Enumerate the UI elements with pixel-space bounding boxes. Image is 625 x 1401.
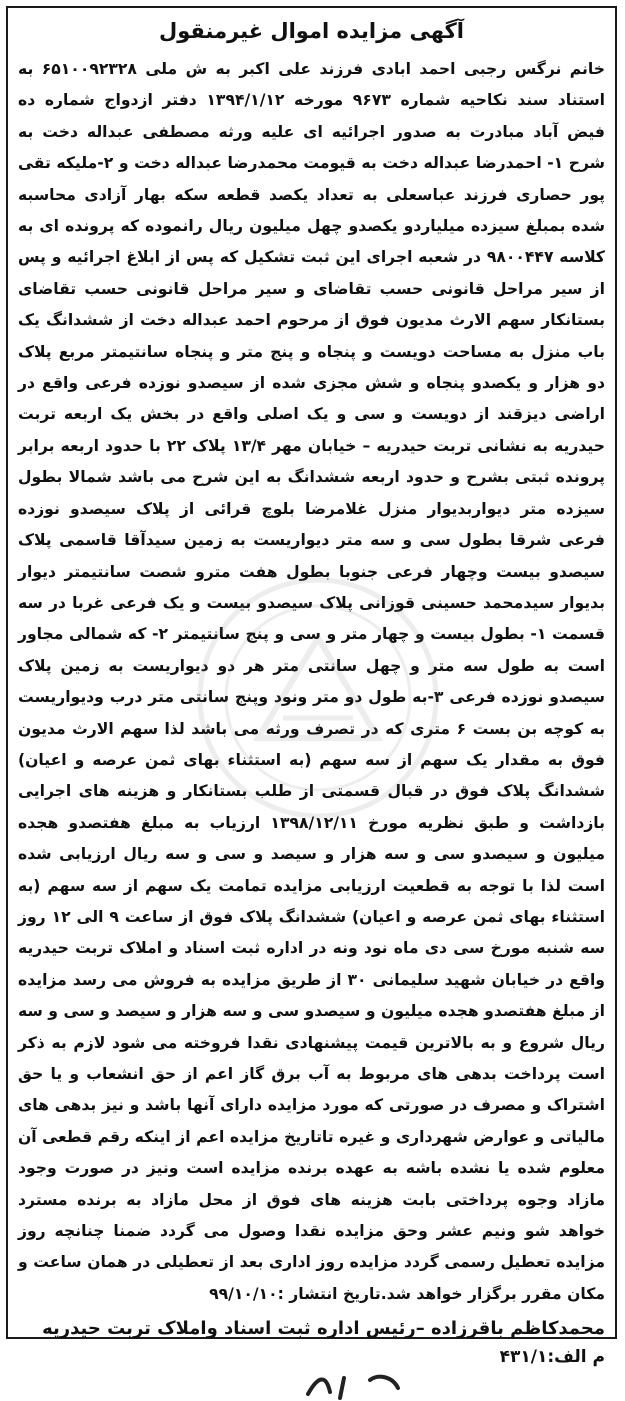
handwritten-pen-mark-icon: [300, 1370, 410, 1400]
notice-title: آگهی مزایده اموال غیرمنقول: [159, 19, 464, 43]
notice-reference-number: م الف:۴۳۱/۱: [499, 1347, 605, 1368]
notice-body: خانم نرگس رجبی احمد ابادی فرزند علی اکبر به ش ملی ۶۵۱۰۰۹۲۳۲۸ به استناد سند نکاحیه شماره ۹۶۷۳ مورخه ۱۳۹۴/۱/۱۲ دفتر ازدواج شماره ده فیض آباد مبادرت به صدور اجرائیه ای علیه ورثه مصطفی عبداله دخت به شرح ۱- احمدرضا عبداله دخت به قیومت محمدرضا عبداله دخت و ۲-ملیکه تقی پور حصاری فرزند عباسعلی به تعداد یکصد قطعه سکه بهار آزادی محاسبه شده بمبلغ سیزده میلیاردو یکصدو چهل میلیون ریال رانموده که پرونده ای به کلاسه ۹۸۰۰۴۴۷ در شعبه اجرای این ثبت تشکیل که پس از ابلاغ اجرائیه و پس از سیر مراحل قانونی حسب تقاضای و سیر مراحل قانونی حسب تقاضای بستانکار سهم الارث مدیون فوق از مرحوم احمد عبداله دخت از ششدانگ یک باب منزل به مساحت دویست و پنجاه و پنج متر و پنجاه سانتیمتر مربع پلاک دو هزار و یکصدو پنجاه و شش مجزی شده از سیصدو نوزده فرعی واقع در اراضی دیزقند از دویست و سی و یک اصلی واقع در بخش یک اربعه تربت حیدریه به نشانی تربت حیدریه – خیابان مهر ۱۳/۴ پلاک ۲۲ با حدود اربعه برابر پرونده ثبتی بشرح و حدود اربعه ششدانگ به این شرح می باشد شمالا بطول سیزده متر دیواربدیوار منزل غلامرضا بلوچ قرائی از پلاک سیصدو نوزده فرعی شرقا بطول سی و سه متر دیواریست به زمین سیدآقا قاسمی پلاک سیصدو بیست وچهار فرعی جنوبا بطول هفت مترو شصت سانتیمتر دیوار بدیوار سیدمحمد حسینی قوزانی پلاک سیصدو بیست و یک فرعی غربا در سه قسمت ۱- بطول بیست و چهار متر و سی و پنج سانتیمتر ۲- که شمالی مجاور است به طول سه متر و چهل سانتی متر هر دو دیواریست به زمین پلاک سیصدو نوزده فرعی ۳-به طول دو متر ونود وپنج سانتی متر درب ودیواریست به کوچه بن بست ۶ متری که در تصرف ورثه می باشد لذا سهم الارث مدیون فوق به مقدار یک سهم از سه سهم (به استثناء بهای ثمن عرصه و اعیان) ششدانگ پلاک فوق در قبال قسمتی از طلب بستانکار و هزینه های اجرایی بازداشت و طبق نظریه مورخ ۱۳۹۸/۱۲/۱۱ ارزیاب به مبلغ هفتصدو هجده میلیون و سیصدو سی و سه هزار و سیصد و سی و سه ریال ارزیابی شده است لذا با توجه به قطعیت ارزیابی مزایده تمامت یک سهم از سه سهم (به استثناء بهای ثمن عرصه و اعیان) ششدانگ پلاک فوق از ساعت ۹ الی ۱۲ روز سه شنبه مورخ سی دی ماه نود ونه در اداره ثبت اسناد و املاک تربت حیدریه واقع در خیابان شهید سلیمانی ۳۰ از طریق مزایده به فروش می رسد مزایده از مبلغ هفتصدو هجده میلیون و سیصدو سی و سه هزار و سیصد و سی و سه ریال شروع و به بالاترین قیمت پیشنهادی نقدا فروخته می شود لازم به ذکر است پرداخت بدهی های مربوط به آب برق گاز اعم از حق انشعاب و یا حق اشتراک و مصرف در صورتی که مورد مزایده دارای آنها باشد و نیز بدهی های مالیاتی و عوارض شهرداری و غیره تاتاریخ مزایده اعم از اینکه رقم قطعی آن معلوم شده یا نشده باشه به عهده برنده مزایده است ونیز در صورت وجود مازاد وجوه پرداختی بابت هزینه های فوق از محل مازاد به برنده مسترد خواهد شو ونیم عشر وحق مزایده نقدا وصول می گردد ضمنا چنانچه روز مزایده تعطیل رسمی گردد مزایده روز اداری بعد از تعطیلی در همان ساعت و مکان مقرر برگزار خواهد شد.تاریخ انتشار :۹۹/۱۰/۱۰: [18, 60, 606, 1303]
auction-notice: [6, 6, 617, 1368]
notice-signature: محمدکاظم باقرزاده –رئیس اداره ثبت اسناد واملاک تربت حیدریه: [42, 1318, 605, 1340]
